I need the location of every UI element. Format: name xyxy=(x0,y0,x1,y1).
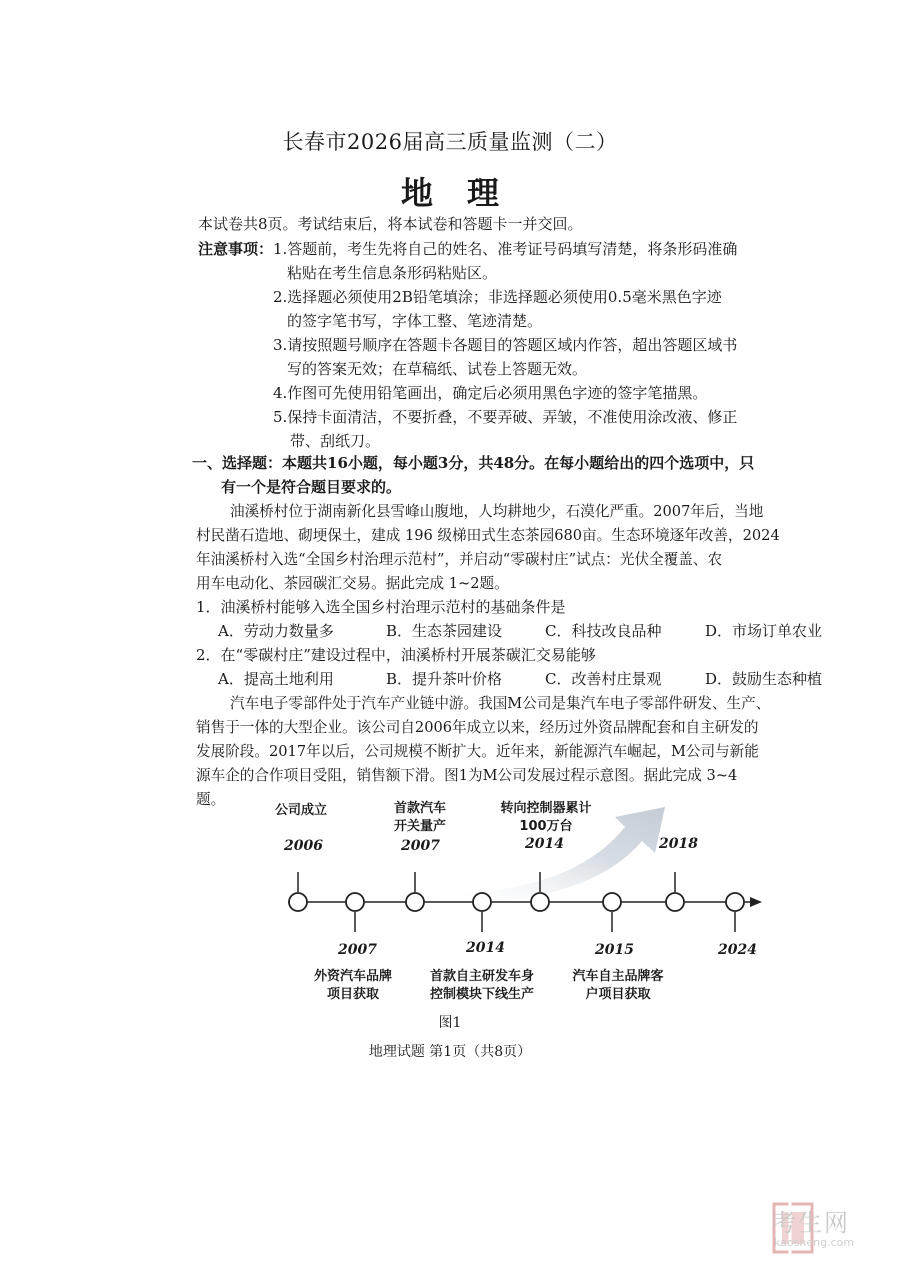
year-2007-top: 2007 xyxy=(401,838,440,854)
passage2-line3: 发展阶段。2017年以后，公司规模不断扩大。近年来，新能源汽车崛起，M公司与新能 xyxy=(196,743,759,760)
figure-caption: 图1 xyxy=(438,1015,462,1031)
watermark-text: 考生网 xyxy=(772,1209,850,1237)
passage2-line4: 源车企的合作项目受阻，销售额下滑。图1为M公司发展过程示意图。据此完成 3~4 xyxy=(196,767,738,784)
event-steering-controller: 转向控制器累计 100万台 xyxy=(500,801,592,834)
note-3b: 写的答案无效；在草稿纸、试卷上答题无效。 xyxy=(287,360,588,378)
timeline-arrowhead xyxy=(750,897,762,907)
q1-option-a: A．劳动力数量多 xyxy=(218,622,334,640)
note-2a: 2.选择题必须使用2B铅笔填涂；非选择题必须使用0.5毫米黑色字迹 xyxy=(273,288,722,306)
q1-option-b: B．生态茶园建设 xyxy=(386,622,503,640)
notes-label: 注意事项： xyxy=(198,240,274,258)
q1-option-d: D．市场订单农业 xyxy=(705,622,823,640)
q1-stem: 1．油溪桥村能够入选全国乡村治理示范村的基础条件是 xyxy=(196,598,566,616)
event-company-founded: 公司成立 xyxy=(274,803,327,818)
passage1-line1: 油溪桥村位于湖南新化县雪峰山腹地，人均耕地少，石漠化严重。2007年后，当地 xyxy=(230,503,764,520)
timeline-node-top xyxy=(289,893,307,911)
timeline-node-top xyxy=(666,893,684,911)
subject-title: 地理 xyxy=(400,174,533,212)
note-1a: 1.答题前，考生先将自己的姓名、准考证号码填写清楚，将条形码准确 xyxy=(273,240,738,258)
note-3a: 3.请按照题号顺序在答题卡各题目的答题区域内作答，超出答题区域书 xyxy=(273,336,738,354)
note-4: 4.作图可先使用铅笔画出，确定后必须用黑色字迹的签字笔描黑。 xyxy=(273,384,708,402)
year-2014-bottom: 2014 xyxy=(466,940,505,956)
year-2006: 2006 xyxy=(284,838,323,854)
section-heading-line2: 有一个是符合题目要求的。 xyxy=(221,478,402,496)
q2-stem: 2．在“零碳村庄”建设过程中，油溪桥村开展茶碳汇交易能够 xyxy=(196,646,596,664)
intro-text: 本试卷共8页。考试结束后，将本试卷和答题卡一并交回。 xyxy=(198,215,583,233)
timeline-node-bottom xyxy=(346,893,364,911)
page-footer: 地理试题 第1页（共8页） xyxy=(368,1044,532,1060)
year-2024: 2024 xyxy=(718,942,757,958)
watermark-url: kaosheng.com xyxy=(774,1236,855,1249)
year-2018: 2018 xyxy=(659,836,698,852)
event-body-control-module: 首款自主研发车身 控制模块下线生产 xyxy=(429,969,534,1002)
year-2007-bottom: 2007 xyxy=(338,942,377,958)
passage2-line5: 题。 xyxy=(196,791,226,808)
passage1-line3: 年油溪桥村入选“全国乡村治理示范村”，并启动“零碳村庄”试点：光伏全覆盖、农 xyxy=(196,551,723,568)
q1-option-c: C．科技改良品种 xyxy=(545,622,662,640)
timeline-node-top xyxy=(531,893,549,911)
timeline-node-bottom xyxy=(726,893,744,911)
event-foreign-brand: 外资汽车品牌 项目获取 xyxy=(313,969,392,1002)
q2-option-c: C．改善村庄景观 xyxy=(545,670,662,688)
q2-option-d: D．鼓励生态种植 xyxy=(705,670,823,688)
q2-option-b: B．提升茶叶价格 xyxy=(386,670,503,688)
timeline-node-bottom xyxy=(603,893,621,911)
section-heading-line1: 一、选择题：本题共16小题，每小题3分，共48分。在每小题给出的四个选项中，只 xyxy=(192,454,755,472)
note-2b: 的签字笔书写，字体工整、笔迹清楚。 xyxy=(287,312,543,330)
note-5a: 5.保持卡面清洁，不要折叠，不要弄破、弄皱，不准使用涂改液、修正 xyxy=(273,408,738,426)
timeline-node-bottom xyxy=(473,893,491,911)
passage1-line4: 用车电动化、茶园碳汇交易。据此完成 1~2题。 xyxy=(196,575,509,592)
passage2-line2: 销售于一体的大型企业。该公司自2006年成立以来，经历过外资品牌配套和自主研发的 xyxy=(196,719,759,736)
year-2014-top: 2014 xyxy=(525,836,564,852)
event-first-switch: 首款汽车 开关量产 xyxy=(393,801,446,834)
timeline-node-top xyxy=(406,893,424,911)
note-5b: 带、刮纸刀。 xyxy=(290,432,381,450)
year-2015: 2015 xyxy=(595,942,634,958)
passage2-line1: 汽车电子零部件处于汽车产业链中游。我国M公司是集汽车电子零部件研发、生产、 xyxy=(230,695,771,712)
exam-title: 长春市2026届高三质量监测（二） xyxy=(282,130,618,154)
event-domestic-brand: 汽车自主品牌客 户项目获取 xyxy=(572,969,664,1002)
q2-option-a: A．提高土地利用 xyxy=(218,670,334,688)
passage1-line2: 村民凿石造地、砌埂保土，建成 196 级梯田式生态茶园680亩。生态环境逐年改善，2024 xyxy=(196,527,780,544)
note-1b: 粘贴在考生信息条形码粘贴区。 xyxy=(287,264,498,282)
